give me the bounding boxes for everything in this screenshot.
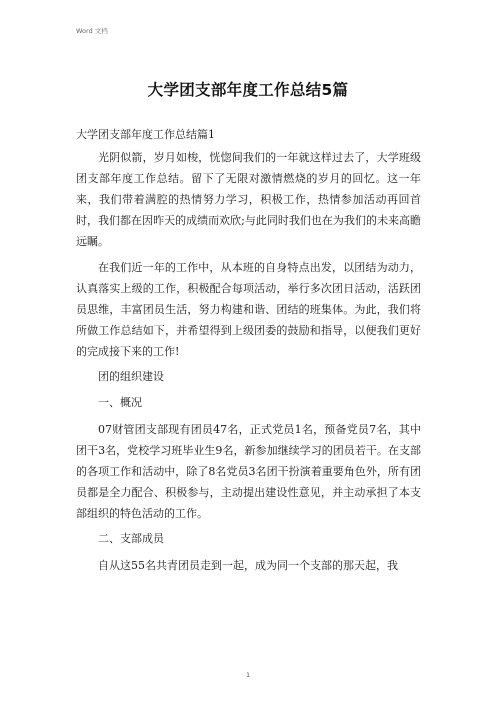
paragraph-intro: 光阴似箭，岁月如梭，恍惚间我们的一年就这样过去了，大学班级团支部年度工作总结。留下了无限对激情燃烧的岁月的回忆。这一年来，我们带着满腔的热情努力学习，积极工作，热情参加活动再回首时，我们都在因昨天的成绩而欢欣;与此同时我们也在为我们的未来高瞻远瞩。: [76, 151, 421, 248]
document-body: [76, 125, 421, 581]
article-subheading: 大学团支部年度工作总结篇1: [76, 128, 215, 141]
paragraph-overview: 07财管团支部现有团员47名，正式党员1名，预备党员7名，其中团干3名，党校学习班毕业生9名，新参加继续学习的团员若干。在支部的各项工作和活动中，除了8名党员3名团干扮演着重要角色外，所有团员都是全力配合、积极参与，主动提出建设性意见，并主动承担了本支部组织的特色活动的工作。: [76, 423, 421, 520]
section-heading-organization: 团的组织建设: [98, 370, 164, 383]
page-number: 1: [246, 672, 250, 679]
page-title: 大学团支部年度工作总结5篇: [147, 81, 349, 99]
document-header: Word 文档: [76, 27, 108, 35]
section-heading-overview: 一、概况: [98, 396, 142, 409]
paragraph-summary: 在我们近一年的工作中，从本班的自身特点出发，以团结为动力，认真落实上级的工作，积极配合每项活动，举行多次团日活动，活跃团员思维，丰富团员生活，努力构建和谐、团结的班集体。为此，我们将所做工作总结如下，并希望得到上级团委的鼓励和指导，以便我们更好的完成接下来的工作!: [76, 261, 421, 358]
paragraph-members: 自从这55名共青团员走到一起，成为同一个支部的那天起，我: [98, 559, 398, 572]
section-heading-members: 二、支部成员: [98, 532, 164, 545]
